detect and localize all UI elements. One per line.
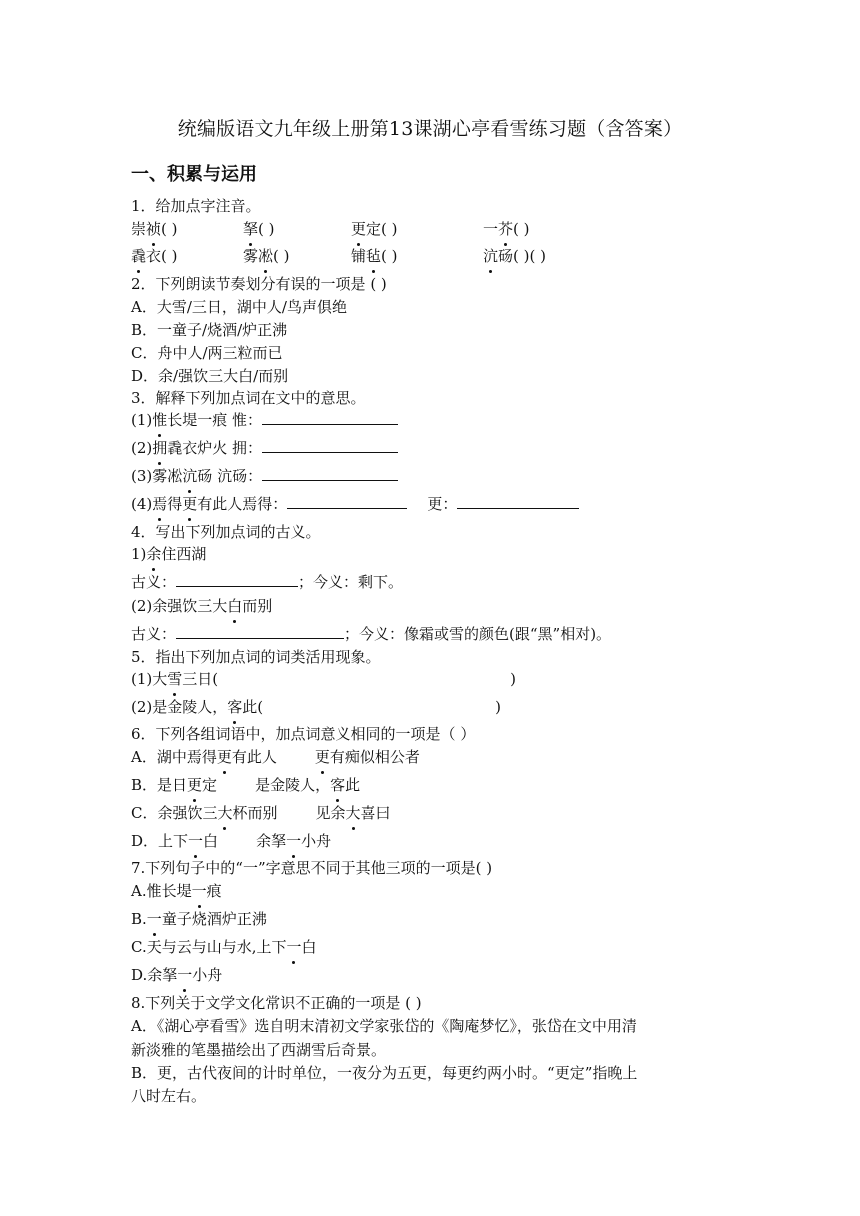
question-5-stem: 5．指出下列加点词的词类活用现象。 bbox=[131, 648, 381, 666]
q2-option-d: D．余/强饮三大白/而别 bbox=[131, 367, 289, 385]
q6-option-c: C．余强饮三大杯而别 见余大喜曰 bbox=[131, 804, 391, 822]
question-2-stem: 2．下列朗读节奏划分有误的一项是 ( ) bbox=[131, 275, 387, 293]
q6-option-d: D．上下一白 余拏一小舟 bbox=[131, 832, 332, 850]
question-8-stem: 8.下列关于文学文化常识不正确的一项是 ( ) bbox=[131, 994, 422, 1012]
q7-option-b: B.一童子烧酒炉正沸 bbox=[131, 910, 267, 928]
q1-item: 沆砀( )( ) bbox=[483, 247, 546, 265]
q7-option-c: C.天与云与山与水,上下一白 bbox=[131, 938, 317, 956]
q2-option-a: A．大雪/三日，湖中人/鸟声俱绝 bbox=[131, 298, 347, 316]
q1-item: 毳衣( ) bbox=[131, 247, 178, 265]
q5-item-1: (1)大雪三日( ) bbox=[131, 670, 516, 688]
section-heading: 一、积累与运用 bbox=[131, 164, 257, 185]
question-4-stem: 4．写出下列加点词的古义。 bbox=[131, 523, 321, 541]
q2-option-b: B．一童子/烧酒/炉正沸 bbox=[131, 321, 288, 339]
q8-option-b-line1: B．更，古代夜间的计时单位，一夜分为五更，每更约两小时。“更定”指晚上 bbox=[131, 1064, 638, 1082]
q2-option-c: C．舟中人/两三粒而已 bbox=[131, 344, 283, 362]
q1-item: 拏( ) bbox=[243, 220, 275, 238]
q1-item: 崇祯( ) bbox=[131, 220, 178, 238]
q4-answer-2: 古义： ；今义：像霜或雪的颜色(跟“黑”相对)。 bbox=[131, 625, 612, 643]
q8-option-a-line1: A．《湖心亭看雪》选自明末清初文学家张岱的《陶庵梦忆》，张岱在文中用清 bbox=[131, 1017, 637, 1035]
q6-option-b: B．是日更定 是金陵人，客此 bbox=[131, 776, 361, 794]
q4-answer-1: 古义： ；今义：剩下。 bbox=[131, 573, 404, 591]
q1-item: 更定( ) bbox=[351, 220, 398, 238]
q1-item: 一芥( ) bbox=[483, 220, 530, 238]
q8-option-b-line2: 八时左右。 bbox=[131, 1087, 207, 1105]
q1-item: 雾凇( ) bbox=[243, 247, 290, 265]
question-1-stem: 1．给加点字注音。 bbox=[131, 197, 261, 215]
q1-item: 铺毡( ) bbox=[351, 247, 398, 265]
question-6-stem: 6．下列各组词语中，加点词意义相同的一项是（ ） bbox=[131, 725, 476, 743]
question-3-stem: 3．解释下列加点词在文中的意思。 bbox=[131, 389, 366, 407]
q3-item-2: (2)拥毳衣炉火 拥： bbox=[131, 438, 398, 458]
document-title: 统编版语文九年级上册第13课湖心亭看雪练习题（含答案） bbox=[177, 118, 683, 140]
q7-option-d: D.余拏一小舟 bbox=[131, 966, 223, 984]
q5-item-2: (2)是金陵人，客此( ) bbox=[131, 698, 501, 716]
q6-option-a: A．湖中焉得更有此人 更有痴似相公者 bbox=[131, 748, 420, 766]
q7-option-a: A.惟长堤一痕 bbox=[131, 882, 222, 900]
question-7-stem: 7.下列句子中的“一”字意思不同于其他三项的一项是( ) bbox=[131, 859, 493, 877]
q4-item-1: 1)余住西湖 bbox=[131, 545, 207, 563]
q3-item-4: (4)焉得更有此人焉得： 更： bbox=[131, 494, 579, 514]
q8-option-a-line2: 新淡雅的笔墨描绘出了西湖雪后奇景。 bbox=[131, 1041, 387, 1059]
q3-item-1: (1)惟长堤一痕 惟： bbox=[131, 410, 398, 430]
q3-item-3: (3)雾凇沆砀 沆砀： bbox=[131, 466, 398, 486]
q4-item-2: (2)余强饮三大白而别 bbox=[131, 597, 273, 615]
